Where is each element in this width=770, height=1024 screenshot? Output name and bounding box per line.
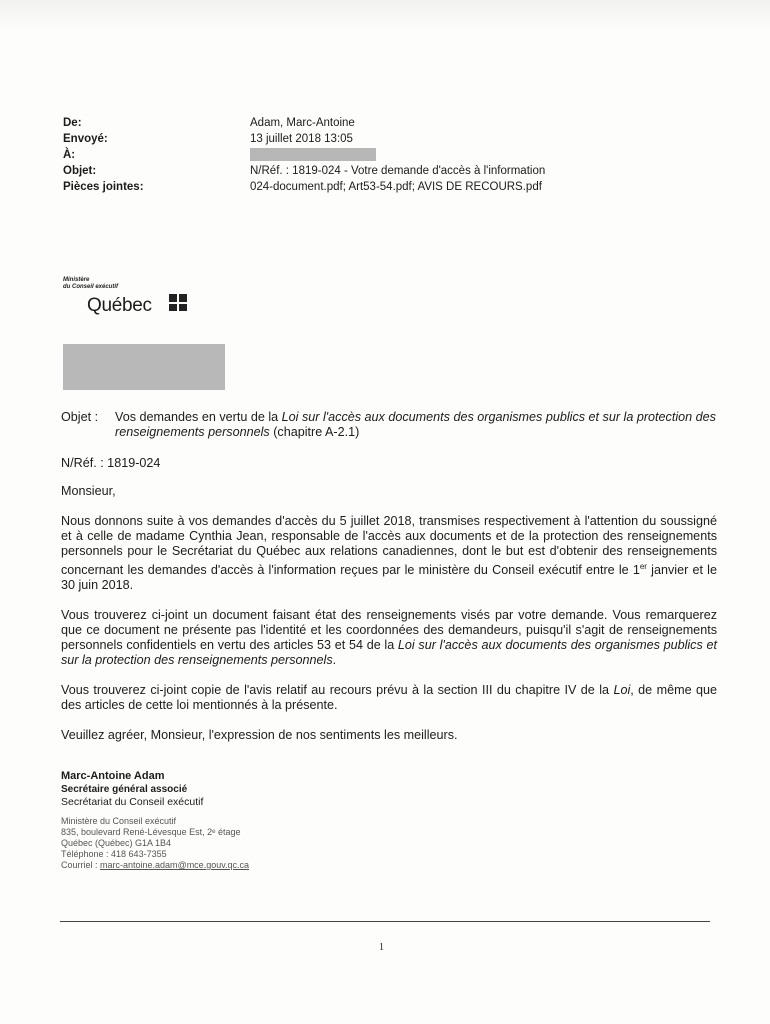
logo-line-2: du Conseil exécutif <box>63 284 119 290</box>
from-row <box>63 115 623 131</box>
signer-title: Secrétaire général associé <box>61 784 188 795</box>
attachments-row <box>63 179 623 195</box>
salutation: Monsieur, <box>61 484 116 498</box>
paragraph-3: Vous trouverez ci-joint copie de l'avis relatif au recours prévu à la section III du chapitre IV de la Loi, de même que des articles de cette loi mentionnés à la présente. <box>61 683 717 713</box>
sent-value: 13 juillet 2018 13:05 <box>250 133 353 145</box>
email-label: Courriel : <box>61 860 101 870</box>
subject-row <box>63 163 623 179</box>
contact-address <box>61 816 249 871</box>
email-link[interactable]: marc-antoine.adam@mce.gouv.qc.ca <box>100 860 250 870</box>
signature-block <box>61 770 203 809</box>
reference-number: N/Réf. : 1819-024 <box>61 456 161 470</box>
subject-label: Objet: <box>63 165 97 177</box>
closing-line: Veuillez agréer, Monsieur, l'expression de nos sentiments les meilleurs. <box>61 728 458 743</box>
from-label: De: <box>63 117 82 129</box>
subject-text: Vos demandes en vertu de la <box>115 410 282 424</box>
scan-top-shadow <box>0 0 770 30</box>
address-org: Ministère du Conseil exécutif <box>61 816 177 826</box>
logo-line-1: Ministère <box>63 277 90 283</box>
sent-label: Envoyé: <box>63 133 108 145</box>
address-street: 835, boulevard René-Lévesque Est, 2ᵉ étage <box>61 827 241 837</box>
sent-row <box>63 131 623 147</box>
email-header <box>63 115 623 195</box>
logo-wordmark: Québec <box>87 295 152 316</box>
paragraph-1: Nous donnons suite à vos demandes d'accès du 5 juillet 2018, transmises respectivement à l'attention du soussigné et à celle de madame Cynthia Jean, responsable de l'accès aux documents et de la protection des renseignements personnels pour le Secrétariat du Québec aux relations canadiennes, dont le but est d'obtenir des renseignements concernant les demandes d'accès à l'information reçues par le ministère du Conseil exécutif entre le 1er janvier et le 30 juin 2018. <box>61 514 717 593</box>
letter-subject: Objet : Vos demandes en vertu de la Loi sur l'accès aux documents des organismes publics et sur la protection des renseignements personnels (chapitre A-2.1) <box>61 410 716 439</box>
to-row <box>63 147 623 163</box>
subject-value: N/Réf. : 1819-024 - Votre demande d'accès à l'information <box>250 165 546 177</box>
paragraph-2: Vous trouverez ci-joint un document faisant état des renseignements visés par votre demande. Vous remarquerez que ce document ne présente pas l'identité et les coordonnées des demandeurs, puisqu'il s'agit de renseignements personnels confidentiels en vertu des articles 53 et 54 de la Loi sur l'accès aux documents des organismes publics et sur la protection des renseignements personnels. <box>61 608 717 668</box>
law-title: Loi sur l'accès aux documents des organismes publics et sur la protection des renseignements personnels <box>115 410 716 439</box>
letter-body <box>61 410 717 743</box>
quebec-flag-icon <box>169 294 187 311</box>
ministry-logo <box>63 277 223 317</box>
redacted-address-block <box>63 344 225 390</box>
redacted-recipient <box>250 148 376 161</box>
attachments-value: 024-document.pdf; Art53-54.pdf; AVIS DE RECOURS.pdf <box>250 181 542 193</box>
address-phone: Téléphone : 418 643-7355 <box>61 849 167 859</box>
page-number: 1 <box>379 942 384 953</box>
subject-label: Objet : <box>61 410 99 424</box>
to-label: À: <box>63 149 76 161</box>
attachments-label: Pièces jointes: <box>63 181 144 193</box>
footer-divider <box>60 921 710 922</box>
from-value: Adam, Marc-Antoine <box>250 117 355 129</box>
signer-unit: Secrétariat du Conseil exécutif <box>61 796 204 808</box>
address-city: Québec (Québec) G1A 1B4 <box>61 838 172 848</box>
signer-name: Marc-Antoine Adam <box>61 770 165 782</box>
